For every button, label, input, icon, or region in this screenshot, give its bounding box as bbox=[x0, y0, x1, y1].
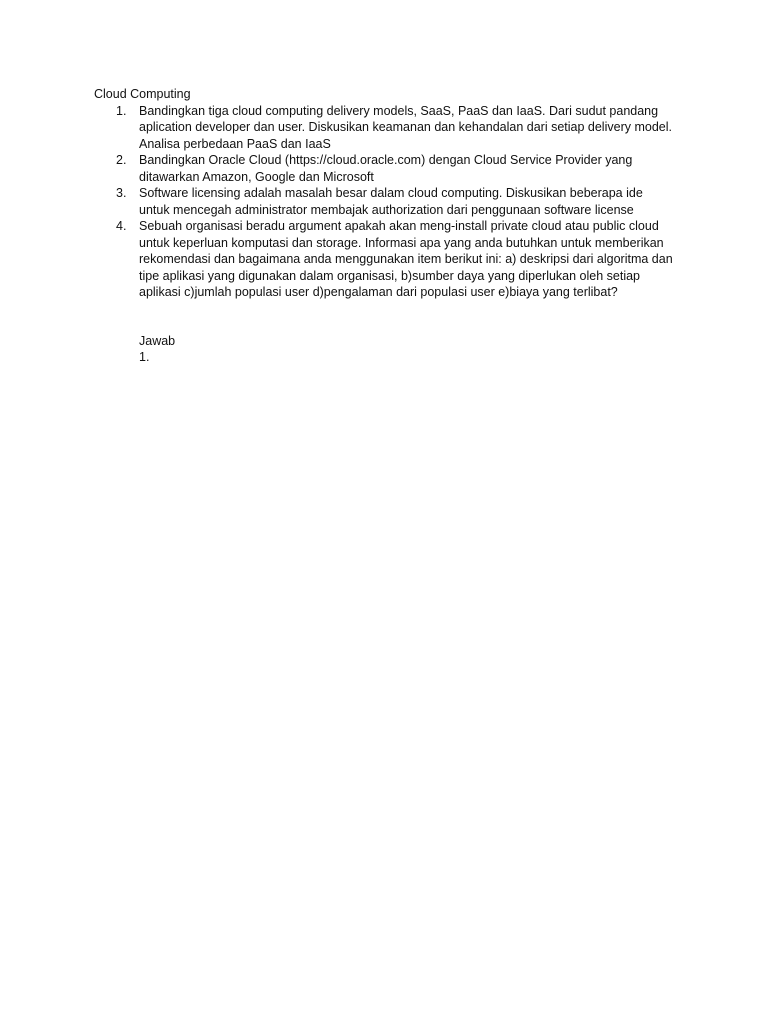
answer-heading: Jawab bbox=[139, 333, 176, 348]
question-item bbox=[94, 152, 674, 185]
document-body bbox=[94, 86, 674, 366]
question-text: Sebuah organisasi beradu argument apakah akan meng-install private cloud atau public cloud untuk keperluan komputasi dan storage. Informasi apa yang anda butuhkan untuk memberikan rekomendasi dan bagaimana anda menggunakan item berikut ini: a) deskripsi dari algoritma dan tipe aplikasi yang digunakan dalam organisasi, b)sumber daya yang diperlukan oleh setiap aplikasi c)jumlah populasi user d)pengalaman dari populasi user e)biaya yang terlibat? bbox=[139, 219, 673, 299]
question-text: Bandingkan tiga cloud computing delivery models, SaaS, PaaS dan IaaS. Dari sudut pandang aplication developer dan user. Diskusikan keamanan dan kehandalan dari setiap delivery model. Analisa perbedaan PaaS dan IaaS bbox=[139, 103, 672, 151]
document-title: Cloud Computing bbox=[94, 87, 191, 101]
question-number: 3. bbox=[116, 186, 127, 200]
question-item bbox=[94, 103, 674, 153]
answer-section bbox=[94, 333, 674, 366]
question-item bbox=[94, 185, 674, 218]
question-text: Software licensing adalah masalah besar dalam cloud computing. Diskusikan beberapa ide untuk mencegah administrator membajak authorization dari penggunaan software license bbox=[139, 186, 643, 217]
question-number: 4. bbox=[116, 219, 127, 233]
answer-item-number: 1. bbox=[139, 350, 150, 364]
question-number: 1. bbox=[116, 103, 127, 118]
question-number: 2. bbox=[116, 153, 127, 167]
question-item bbox=[94, 218, 674, 301]
question-text: Bandingkan Oracle Cloud (https://cloud.oracle.com) dengan Cloud Service Provider yang ditawarkan Amazon, Google dan Microsoft bbox=[139, 153, 633, 184]
question-list bbox=[94, 103, 674, 301]
